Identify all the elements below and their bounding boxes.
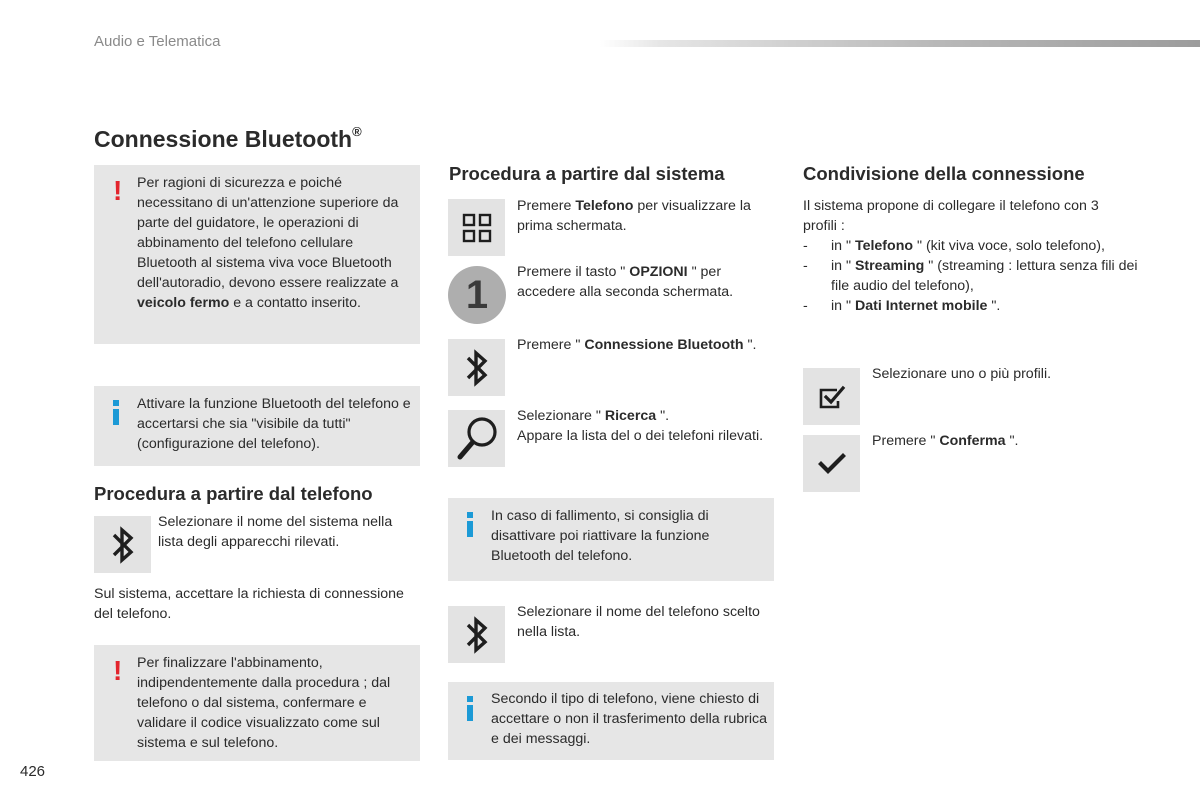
bluetooth-icon-box	[448, 339, 505, 396]
list-item: - in " Telefono " (kit viva voce, solo telefono),	[803, 238, 1105, 254]
search-icon-box	[448, 410, 505, 467]
step-press-telefono: Premere Telefono per visualizzare la prima schermata.	[517, 198, 751, 234]
info-box-transfer	[448, 682, 774, 760]
page-title: Connessione Bluetooth®	[94, 124, 362, 152]
warning-box-safety	[94, 165, 420, 344]
search-icon	[454, 414, 500, 464]
step-press-opzioni: Premere il tasto " OPZIONI " per accedere alla seconda schermata.	[517, 264, 734, 300]
checkbox-icon-box	[803, 368, 860, 425]
step-press-conferma: Premere " Conferma ".	[872, 433, 1019, 449]
checkmark-icon-box	[803, 435, 860, 492]
bluetooth-icon	[460, 346, 494, 390]
info-box-failure	[448, 498, 774, 581]
grid-icon	[462, 213, 492, 243]
warning-icon: !	[113, 175, 123, 206]
bluetooth-icon-box	[448, 606, 505, 663]
list-item: - in " Dati Internet mobile ".	[803, 298, 1001, 314]
list-item: - in " Streaming " (streaming : lettura senza fili dei file audio del telefono),	[803, 258, 1138, 294]
info-box-activate	[94, 386, 420, 466]
checkmark-icon	[818, 452, 846, 476]
checkbox-icon	[817, 383, 847, 411]
warning-icon: !	[113, 655, 123, 686]
heading-sharing: Condivisione della connessione	[803, 163, 1085, 184]
warning-text-safety: Per ragioni di sicurezza e poiché necessitano di un'attenzione superiore da parte del guidatore, le operazioni di abbinamento del telefono cellulare Bluetooth al sistema viva voce Bluetooth dell'autoradio, devono essere realizzate a veicolo fermo e a contatto inserito.	[137, 175, 399, 311]
info-text-activate: Attivare la funzione Bluetooth del telefono e accertarsi che sia "visibile da tutti" (configurazione del telefono).	[137, 396, 411, 452]
bluetooth-icon	[460, 613, 494, 657]
page-number: 426	[20, 763, 46, 780]
step-select-phone-name: Selezionare il nome del telefono scelto nella lista.	[517, 604, 760, 640]
step-select-system-name: Selezionare il nome del sistema nella lista degli apparecchi rilevati.	[158, 514, 393, 550]
warning-text-confirm: Per finalizzare l'abbinamento, indipendentemente dalla procedura ; dal telefono o dal sistema, confermare e validare il codice visualizzato come sul sistema e sul telefono.	[137, 655, 391, 751]
step-select-ricerca: Selezionare " Ricerca ". Appare la lista del o dei telefoni rilevati.	[517, 408, 764, 444]
section-header: Audio e Telematica	[94, 33, 221, 50]
heading-from-phone: Procedura a partire dal telefono	[94, 483, 373, 504]
bluetooth-icon-box	[94, 516, 151, 573]
header-bar	[600, 40, 1200, 47]
step-number-badge: 1	[448, 266, 506, 324]
info-text-transfer: Secondo il tipo di telefono, viene chiesto di accettare o non il trasferimento della rubrica e dei messaggi.	[491, 691, 768, 747]
para-accept-request: Sul sistema, accettare la richiesta di connessione del telefono.	[94, 586, 404, 622]
sharing-intro: Il sistema propone di collegare il telefono con 3 profili :	[803, 198, 1099, 234]
heading-from-system: Procedura a partire dal sistema	[449, 163, 725, 184]
profile-list	[803, 236, 1138, 316]
grid-icon-box	[448, 199, 505, 256]
info-text-failure: In caso di fallimento, si consiglia di disattivare poi riattivare la funzione Bluetooth del telefono.	[491, 508, 710, 564]
bluetooth-icon	[106, 523, 140, 567]
step-select-profiles: Selezionare uno o più profili.	[872, 366, 1052, 382]
step-press-connessione: Premere " Connessione Bluetooth ".	[517, 337, 757, 353]
warning-box-confirm	[94, 645, 420, 761]
